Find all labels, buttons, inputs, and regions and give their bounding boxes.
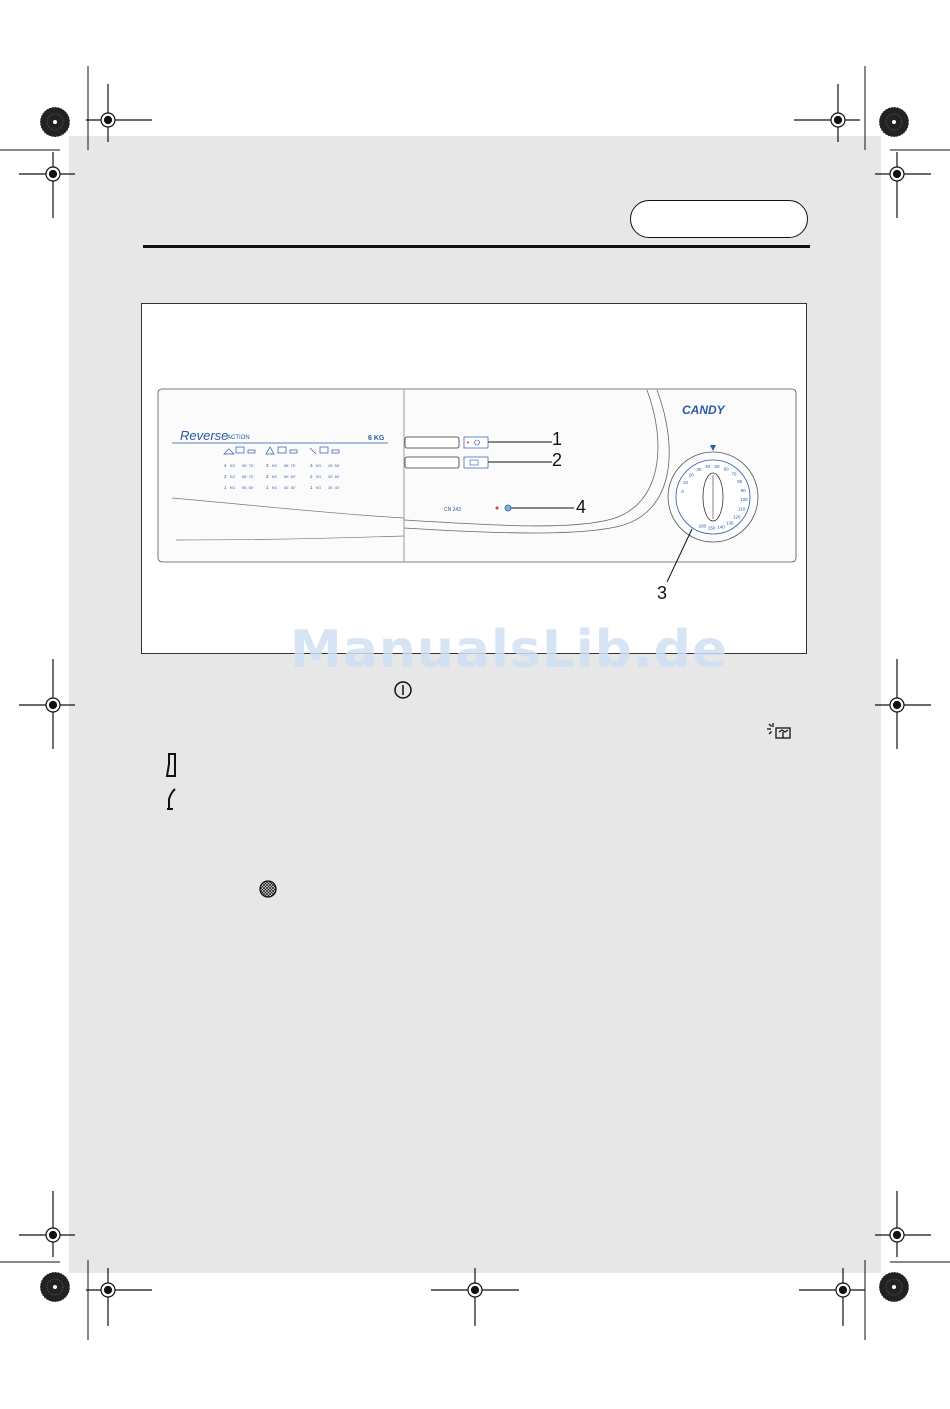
dial-mark: 30 [696, 467, 702, 472]
panel-sub-label: ACTION [227, 435, 250, 441]
dial-mark: 20 [688, 472, 694, 478]
dial-mark: 140 [717, 524, 725, 530]
dial-mark: 130 [725, 520, 734, 526]
load-table-cell: 30’- 40’ [328, 486, 340, 490]
load-table-cell: KG [230, 475, 236, 479]
load-table-cell: 1 [224, 485, 227, 490]
capacity-label: 6 KG [368, 435, 385, 442]
load-table-cell: 2 [266, 474, 269, 479]
control-panel-drawing [142, 304, 808, 655]
crease-care-button[interactable] [405, 457, 459, 468]
load-table-cell: KG [316, 475, 322, 479]
dial-mark: 160 [698, 523, 707, 529]
crease-care-icon [766, 722, 796, 744]
callout-1: 1 [552, 429, 563, 449]
control-panel-figure [141, 303, 807, 654]
load-table-cell: 40’- 50’ [284, 486, 296, 490]
model-label: CN 243 [444, 507, 461, 513]
dial-mark: 110 [738, 506, 746, 512]
dial-mark: 10 [682, 480, 689, 486]
load-table-cell: 1 [266, 485, 269, 490]
load-table-cell: 65’- 75’ [284, 464, 296, 468]
load-table-cell: KG [230, 464, 236, 468]
indicator-led-dot [496, 507, 499, 510]
dial-mark: 150 [707, 525, 716, 531]
panel-script-label: Reverse [180, 428, 229, 443]
load-table-cell: 2 [310, 474, 313, 479]
load-table-cell: KG [316, 486, 322, 490]
dial-mark: 80 [737, 479, 743, 484]
load-table-cell: 45’- 55’ [328, 464, 340, 468]
dial-mark: 60 [723, 466, 729, 472]
load-table-cell: KG [272, 464, 278, 468]
filter-icon [258, 879, 278, 899]
dial-mark: 90 [740, 487, 746, 493]
load-table-cell: 40’- 50’ [328, 475, 340, 479]
load-table-cell: KG [272, 486, 278, 490]
load-table-cell: 4 [224, 463, 227, 468]
header-rule [143, 245, 810, 248]
callout-3: 3 [657, 583, 668, 603]
power-button[interactable] [405, 437, 459, 448]
dial-mark: 120 [732, 514, 741, 520]
dial-mark: 50 [714, 463, 720, 469]
dial-mark: 70 [731, 471, 737, 477]
load-table-cell: 65’- 75’ [242, 475, 254, 479]
load-table-cell: 50’- 60’ [284, 475, 296, 479]
dial-mark: 40 [705, 464, 711, 469]
indicator-light [505, 505, 511, 511]
load-table-cell: 50’- 60’ [242, 486, 254, 490]
brand-logo: CANDY [682, 403, 725, 417]
callout-4: 4 [576, 497, 587, 517]
load-table-cell: 3 [310, 463, 313, 468]
load-table-cell: KG [272, 475, 278, 479]
door-closed-icon [165, 752, 179, 778]
crease-care-button-label [464, 457, 488, 468]
load-table-cell: 3 [224, 474, 227, 479]
door-open-icon [165, 785, 179, 811]
dial-mark: 100 [740, 497, 748, 503]
load-table-cell: 3 [266, 463, 269, 468]
crosshair-marks [19, 84, 931, 1326]
starburst-marks [40, 107, 909, 1302]
load-table-cell: KG [316, 464, 322, 468]
header-page-tab [630, 200, 808, 238]
watermark: ManualsLib.de [290, 620, 729, 680]
load-table-cell: KG [230, 486, 236, 490]
callout-2: 2 [552, 450, 563, 470]
load-table-cell: 90’- 75’ [242, 464, 254, 468]
load-table-cell: 1 [310, 485, 313, 490]
dial-mark: 0 [681, 489, 684, 495]
power-icon [393, 680, 413, 700]
